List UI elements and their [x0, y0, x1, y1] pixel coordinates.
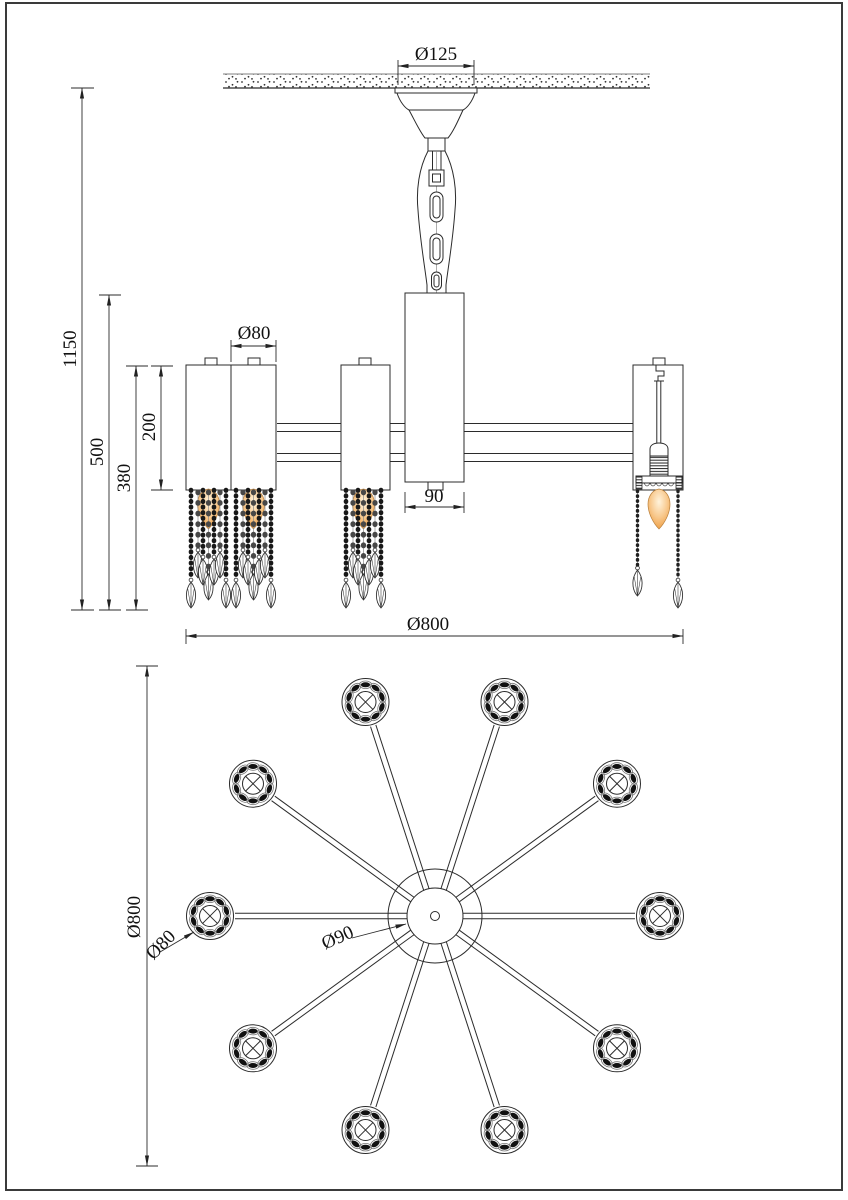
candle-bulb: [648, 489, 670, 529]
plan-dimensions: [124, 666, 406, 1166]
lamp-socket: [650, 443, 668, 456]
ceiling-hatch: [223, 74, 650, 88]
dim-column-drop-label: 500: [87, 437, 108, 467]
dim-shade-drop-label: 380: [114, 463, 135, 493]
central-column: [405, 293, 464, 490]
dim-shade-diameter-label: Ø80: [237, 323, 271, 344]
elevation-view: [60, 44, 683, 644]
socket-thread: [650, 456, 668, 476]
dim-plan-diameter-label: Ø800: [124, 895, 145, 939]
suspension-chain: [417, 151, 455, 293]
crystal-strands: [186, 490, 682, 608]
shade-middle: [341, 358, 390, 490]
dim-shade-height-label: 200: [139, 412, 160, 442]
dim-column-width-label: 90: [424, 486, 444, 507]
dim-head-diameter-label: Ø80: [142, 926, 181, 965]
bobeche: [636, 476, 682, 483]
dim-overall-width-label: Ø800: [406, 614, 450, 635]
dim-hub-diameter-label: Ø90: [318, 921, 357, 955]
plan-view: [124, 666, 684, 1166]
shade-right-cutaway: [633, 358, 683, 490]
dim-canopy-diameter-label: Ø125: [414, 44, 458, 65]
elevation-dimensions: [60, 44, 683, 644]
shade-left-pair: [186, 358, 276, 490]
dim-overall-height-label: 1150: [60, 330, 81, 368]
ceiling-canopy: [395, 88, 477, 151]
plan-hub: [388, 869, 482, 963]
